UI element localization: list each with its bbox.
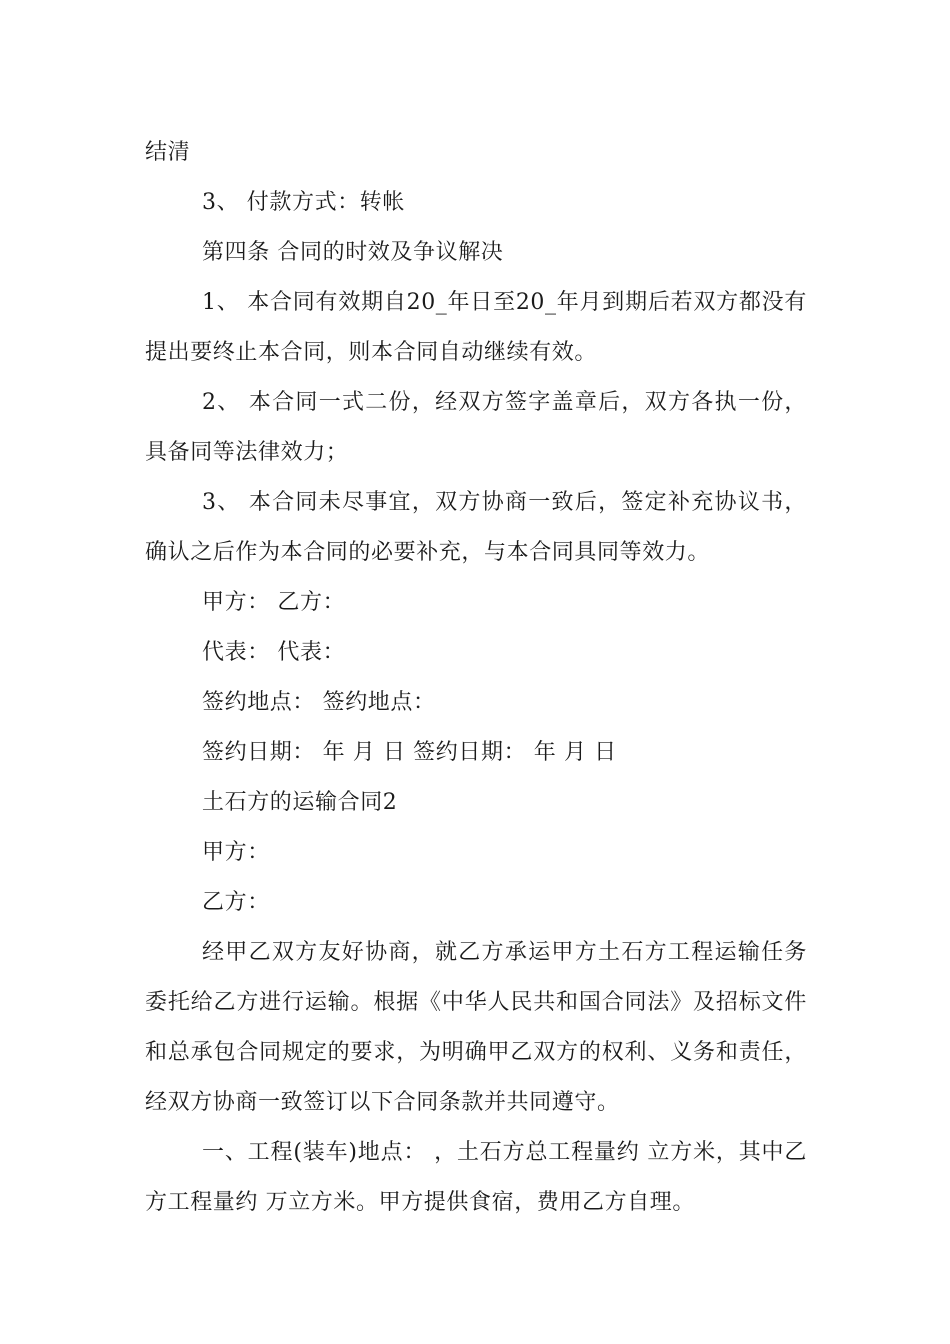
- section-heading-article-4: 第四条 合同的时效及争议解决: [202, 240, 504, 265]
- signature-parties: 甲方： 乙方：: [202, 590, 346, 615]
- paragraph-clause-validity: 1、 本合同有效期自20_年日至20_年月到期后若双方都没有提出要终止本合同，则本合同自动继续有效。: [145, 290, 807, 365]
- contract-title-2: 土石方的运输合同2: [202, 790, 398, 815]
- paragraph-payment-method: 3、 付款方式：转帐: [202, 190, 405, 215]
- paragraph-clause-supplement: 3、 本合同未尽事宜，双方协商一致后，签定补充协议书，确认之后作为本合同的必要补充，与本合同具同等效力。: [145, 490, 807, 565]
- document-body: [145, 128, 807, 1228]
- paragraph-preamble: 经甲乙双方友好协商，就乙方承运甲方土石方工程运输任务委托给乙方进行运输。根据《中华人民共和国合同法》及招标文件和总承包合同规定的要求，为明确甲乙双方的权利、义务和责任，经双方协商一致签订以下合同条款并共同遵守。: [145, 940, 807, 1115]
- paragraph-work-location: 一、工程(装车)地点： ，土石方总工程量约 立方米，其中乙方工程量约 万立方米。甲方提供食宿，费用乙方自理。: [145, 1140, 807, 1215]
- signature-representatives: 代表： 代表：: [202, 640, 346, 665]
- signature-date: 签约日期： 年 月 日 签约日期： 年 月 日: [202, 740, 617, 765]
- signature-location: 签约地点： 签约地点：: [202, 690, 436, 715]
- paragraph-clause-copies: 2、 本合同一式二份，经双方签字盖章后，双方各执一份，具备同等法律效力；: [145, 390, 807, 465]
- party-b-label: 乙方：: [202, 890, 270, 915]
- paragraph-settlement: 结清: [145, 140, 191, 165]
- party-a-label: 甲方：: [202, 840, 270, 865]
